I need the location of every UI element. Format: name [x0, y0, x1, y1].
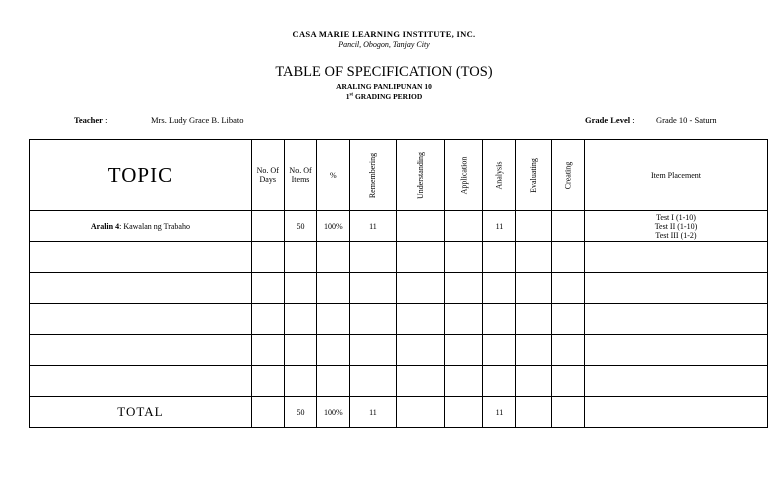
- placement-line: Test III (1-2): [655, 230, 697, 240]
- topic-header: TOPIC: [30, 140, 252, 211]
- total-percent: 100%: [317, 397, 350, 428]
- creating-header: Creating: [552, 140, 585, 211]
- grade-level-label: Grade Level :: [585, 115, 635, 125]
- total-label: TOTAL: [30, 397, 252, 428]
- total-row: [30, 397, 768, 428]
- remembering-header: Remembering: [350, 140, 396, 211]
- table-row-empty: [30, 242, 768, 273]
- document-title: TABLE OF SPECIFICATION (TOS): [275, 64, 493, 80]
- table-row: [30, 211, 768, 242]
- total-days: [251, 397, 284, 428]
- total-items: 50: [284, 397, 317, 428]
- evaluating-header: Evaluating: [516, 140, 552, 211]
- evaluating-cell: [516, 211, 552, 242]
- understanding-header: Understanding: [396, 140, 444, 211]
- application-header: Application: [444, 140, 483, 211]
- creating-cell: [552, 211, 585, 242]
- days-header: No. Of Days: [251, 140, 284, 211]
- total-creating: [552, 397, 585, 428]
- placement-line: Test II (1-10): [654, 221, 698, 231]
- understanding-cell: [396, 211, 444, 242]
- percent-cell: 100%: [317, 211, 350, 242]
- header-row: [30, 140, 768, 211]
- total-evaluating: [516, 397, 552, 428]
- table-row-empty: [30, 366, 768, 397]
- days-cell: [251, 211, 284, 242]
- placement-cell: [585, 211, 768, 242]
- grade-level-value: Grade 10 - Saturn: [656, 115, 717, 125]
- school-address: Pancil, Obogon, Tanjay City: [338, 40, 430, 49]
- teacher-label: Teacher :: [74, 115, 108, 125]
- items-cell: 50: [284, 211, 317, 242]
- table-row-empty: [30, 304, 768, 335]
- application-cell: [444, 211, 483, 242]
- remembering-cell: 11: [350, 211, 396, 242]
- total-understanding: [396, 397, 444, 428]
- placement-header: Item Placement: [585, 140, 768, 211]
- table-row-empty: [30, 273, 768, 304]
- total-placement: [585, 397, 768, 428]
- grading-period: 1st GRADING PERIOD: [345, 92, 423, 101]
- topic-cell: Aralin 4: Kawalan ng Trabaho: [30, 211, 252, 242]
- table-row-empty: [30, 335, 768, 366]
- total-remembering: 11: [350, 397, 396, 428]
- total-analysis: 11: [483, 397, 516, 428]
- total-application: [444, 397, 483, 428]
- analysis-header: Analysis: [483, 140, 516, 211]
- placement-line: Test I (1-10): [656, 212, 696, 222]
- analysis-cell: 11: [483, 211, 516, 242]
- items-header: No. Of Items: [284, 140, 317, 211]
- school-name: CASA MARIE LEARNING INSTITUTE, INC.: [292, 29, 476, 39]
- teacher-name: Mrs. Ludy Grace B. Libato: [151, 115, 244, 125]
- subject-name: ARALING PANLIPUNAN 10: [336, 82, 432, 91]
- tos-table: [29, 139, 768, 428]
- percent-header: %: [317, 140, 350, 211]
